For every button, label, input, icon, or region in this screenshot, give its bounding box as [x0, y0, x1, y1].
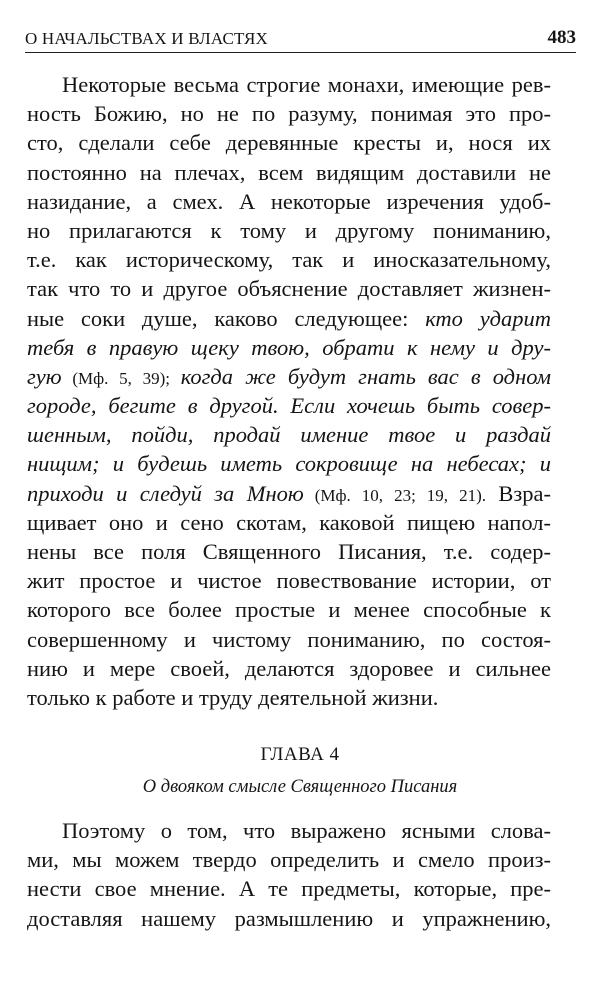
text-line: назидание, а смех. А некоторые изречения удоб-: [27, 188, 551, 214]
running-header: [25, 27, 576, 53]
scripture-quote-line: тебя в правую щеку твою, обрати к нему и дру-: [27, 334, 551, 360]
text-line: но прилагаются к тому и другому пониманию,: [27, 217, 551, 243]
text-line: ми, мы можем твердо определить и смело произ-: [27, 847, 551, 873]
text-line: доставляя нашему размышлению и упражнению,: [27, 905, 551, 931]
scripture-reference: (Мф. 5, 39);: [61, 368, 181, 388]
scripture-reference: (Мф. 10, 23; 19, 21).: [303, 485, 486, 505]
running-title: О НАЧАЛЬСТВАХ И ВЛАСТЯХ: [25, 29, 268, 48]
scripture-quote: гую: [27, 363, 62, 389]
text-line: Поэтому о том, что выражено ясными слова-: [62, 818, 551, 843]
paragraph-1: [27, 70, 551, 712]
page-number: 483: [547, 27, 576, 48]
text-line: постоянно на плечах, всем видящим доставили не: [27, 159, 551, 185]
scripture-quote-line: нищим; и будешь иметь сокровище на небесах; и: [27, 451, 551, 477]
text-line: т.е. как историческому, так и иносказательному,: [27, 247, 551, 273]
text-run: ные соки душе, каково следующее:: [27, 305, 426, 331]
text-line: совершенному и чистому пониманию, по состоя-: [27, 626, 551, 652]
text-line: [27, 362, 551, 391]
text-line: ность Божию, но не по разуму, понимая это про-: [27, 101, 551, 127]
text-line: так что то и другое объяснение доставляет жизнен-: [27, 276, 551, 302]
text-line: Некоторые весьма строгие монахи, имеющие рев-: [62, 72, 551, 97]
text-line: которого все более простые и менее способные к: [27, 597, 551, 623]
chapter-heading: ГЛАВА 4: [260, 744, 340, 765]
scripture-quote: кто ударит: [425, 305, 551, 331]
text-line: нести свое мнение. А те предметы, которые, пре-: [27, 876, 551, 902]
text-line: жит простое и чистое повествование истории, от: [27, 568, 551, 594]
paragraph-2: [27, 816, 551, 933]
scripture-quote: приходи и следуй за Мною: [27, 480, 304, 506]
text-line: [27, 479, 551, 508]
text-line: сто, сделали себе деревянные кресты и, нося их: [27, 130, 551, 156]
scripture-quote-line: шенным, пойди, продай имение твое и раздай: [27, 422, 551, 448]
scripture-quote: когда же будут гнать вас в одном: [180, 363, 551, 389]
scripture-quote-line: городе, бегите в другой. Если хочешь быть совер-: [27, 393, 551, 419]
text-line: нию и мере своей, делаются здоровее и сильнее: [27, 655, 551, 681]
text-run: Взра-: [485, 480, 551, 506]
text-line: [27, 304, 551, 333]
text-line: щивает оно и сено скотам, каковой пищею напол-: [27, 509, 551, 535]
text-line: нены все поля Священного Писания, т.е. содер-: [27, 539, 551, 564]
text-line: только к работе и труду деятельной жизни.: [27, 684, 439, 710]
chapter-subtitle: О двояком смысле Священного Писания: [142, 777, 458, 797]
